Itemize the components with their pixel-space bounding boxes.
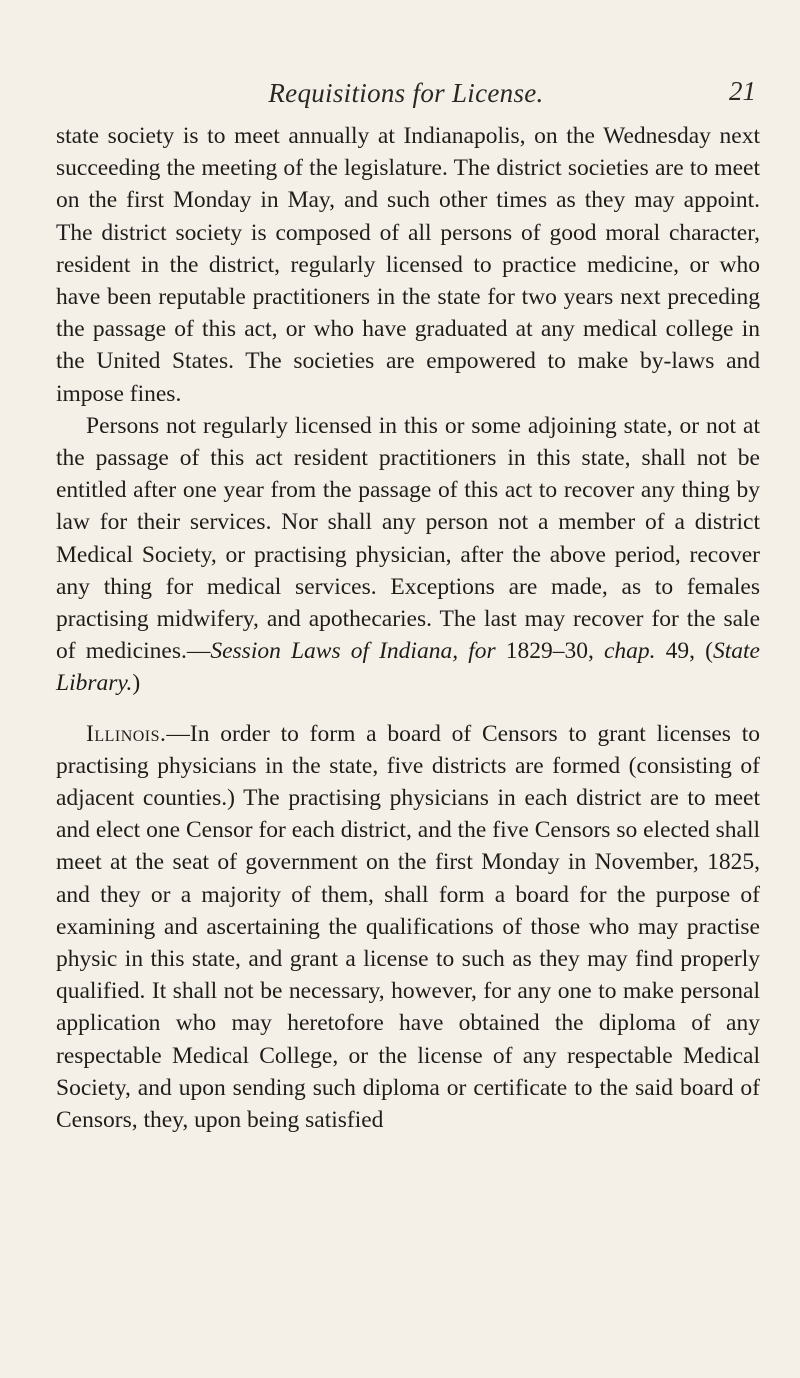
- paragraph-persons-not-licensed: [56, 410, 760, 700]
- section-lead-illinois: Illinois.: [86, 720, 167, 747]
- citation-years: 1829–30,: [495, 638, 604, 665]
- running-head: [56, 78, 756, 118]
- page-number: 21: [729, 76, 756, 106]
- paragraph-text: Persons not regularly licensed in this or some adjoining state, or not at the passage of this act resident practitioners in this state, shall not be entitled after one year from the passage of this act to recover any thing by law for their services. Nor shall any person not a member of a district Medical Society, or practising physician, after the above period, recover any thing for medical services. Exceptions are made, as to females practising midwifery, and apothecaries. The last may recover for the sale of medicines.—: [56, 412, 760, 665]
- citation-close: ): [132, 670, 141, 697]
- paragraph-text: —In order to form a board of Censors to grant licenses to practising physicians in the state, five districts are formed (consisting of adjacent counties.) The practising physicians in each district are to meet and elect one Censor for each district, and the five Censors so elected shall meet at the seat of government on the first Monday in November, 1825, and they or a majority of them, shall form a board for the purpose of examining and ascertaining the qualifications of those who may practise physic in this state, and grant a license to such as they may find properly qualified. It shall not be necessary, however, for any one to make personal application who may heretofore have obtained the diploma of any respectable Medical College, or the license of any respectable Medical Society, and upon sending such diploma or certificate to the said board of Censors, they, upon being satisfied: [56, 720, 760, 1134]
- citation-state-library: State Library.: [56, 638, 760, 697]
- paragraph-illinois: [56, 718, 760, 1137]
- paragraph-state-society: state society is to meet annually at Indianapolis, on the Wednesday next succeeding the meeting of the legislature. The district societies are to meet on the first Monday in May, and such other times as they may appoint. The district society is composed of all persons of good moral character, resident in the district, regularly licensed to practice medicine, or who have been reputable practitioners in the state for two years next preceding the passage of this act, or who have graduated at any medical college in the United States. The societies are empowered to make by-laws and impose fines.: [56, 123, 760, 407]
- citation-number: 49, (: [655, 638, 713, 665]
- citation-chap: chap.: [604, 638, 656, 665]
- citation-session-laws: Session Laws of Indiana, for: [210, 638, 496, 665]
- running-title: Requisitions for License.: [268, 78, 544, 108]
- body-text: [56, 120, 760, 1136]
